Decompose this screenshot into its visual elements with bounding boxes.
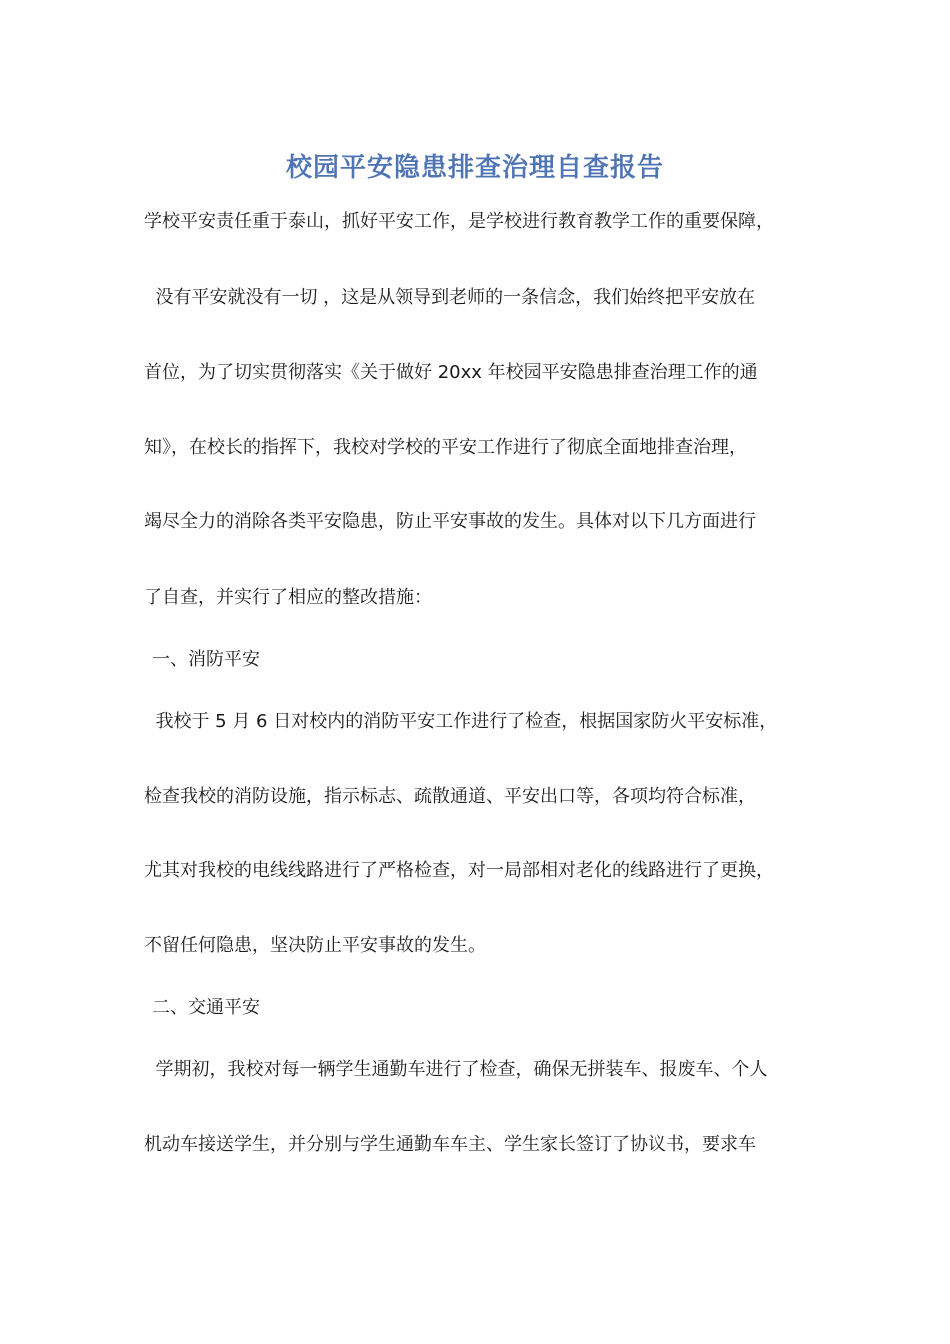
paragraph-line: 竭尽全力的消除各类平安隐患，防止平安事故的发生。具体对以下几方面进行 [144,511,756,532]
paragraph-line: 尤其对我校的电线线路进行了严格检查，对一局部相对老化的线路进行了更换， [144,860,774,881]
document-title: 校园平安隐患排查治理自查报告 [285,153,664,183]
section-heading-fire-safety: 一、消防平安 [152,649,260,670]
paragraph-line: 学校平安责任重于泰山，抓好平安工作，是学校进行教育教学工作的重要保障， [144,211,774,232]
paragraph-line: 知》，在校长的指挥下，我校对学校的平安工作进行了彻底全面地排查治理， [144,437,747,458]
paragraph-line: 机动车接送学生，并分别与学生通勤车车主、学生家长签订了协议书，要求车 [144,1134,756,1155]
paragraph-line: 检查我校的消防设施，指示标志、疏散通道、平安出口等，各项均符合标准， [144,786,756,807]
paragraph-line: 了自查，并实行了相应的整改措施： [144,587,432,608]
paragraph-line: 不留任何隐患，坚决防止平安事故的发生。 [144,935,486,956]
section-heading-traffic-safety: 二、交通平安 [152,997,260,1018]
paragraph-line: 我校于 5 月 6 日对校内的消防平安工作进行了检查，根据国家防火平安标准， [144,711,778,732]
paragraph-line: 没有平安就没有一切 ，这是从领导到老师的一条信念，我们始终把平安放在 [144,287,756,308]
paragraph-line: 首位，为了切实贯彻落实《关于做好 20xx 年校园平安隐患排查治理工作的通 [144,362,758,383]
paragraph-line: 学期初，我校对每一辆学生通勤车进行了检查，确保无拼装车、报废车、个人 [144,1059,768,1080]
